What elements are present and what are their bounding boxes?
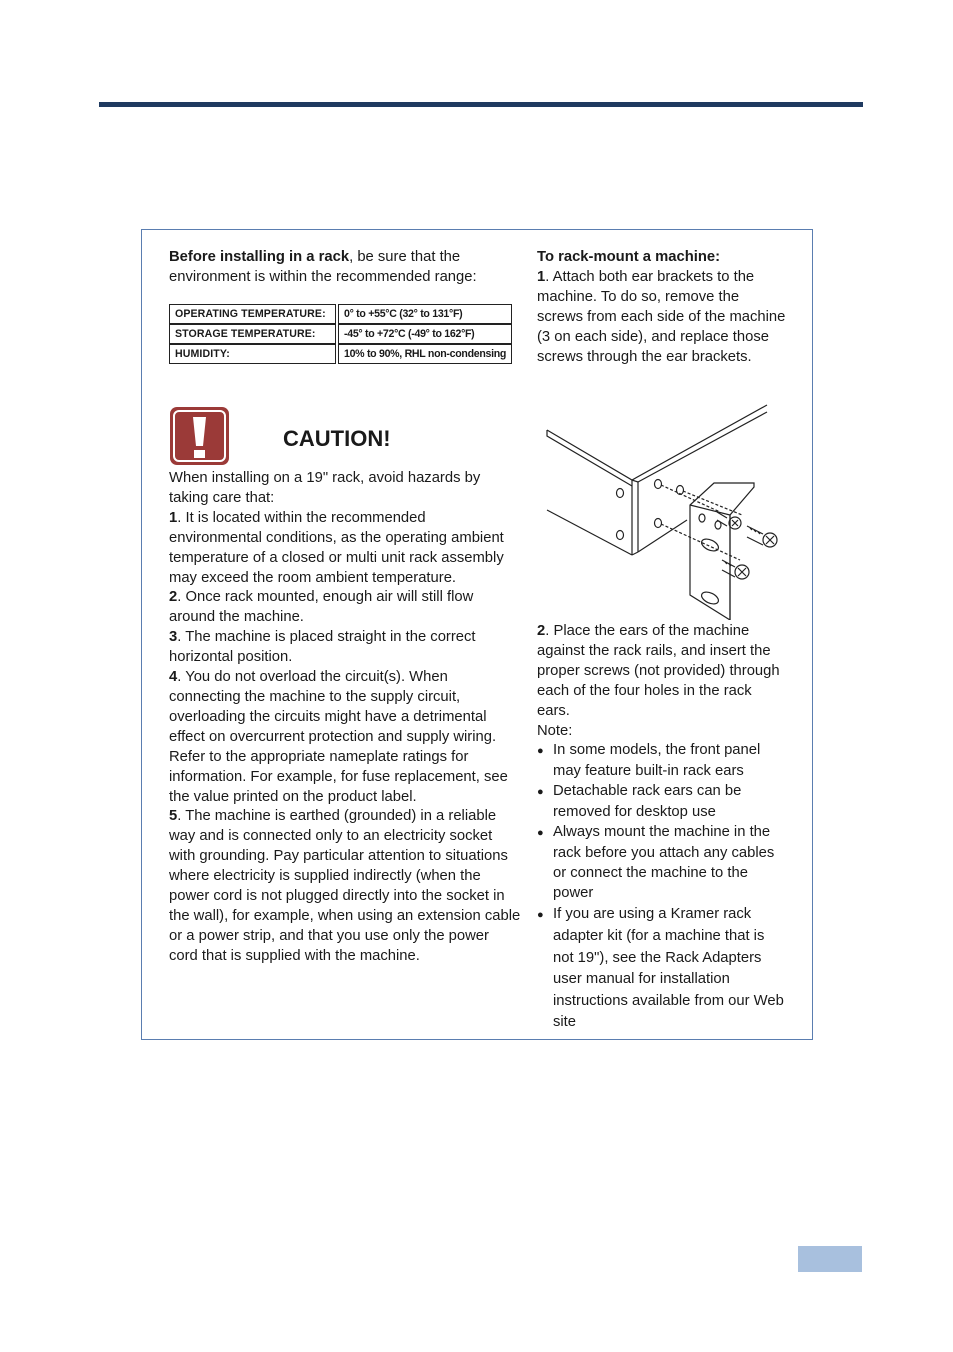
list-item: 4. You do not overload the circuit(s). When connecting the machine to the supply circuit, overloading the circuits might have a detrimental effect on overcurrent protection and supply wiring. Refer to the appropriate nameplate ratings for information. For example, for fuse replacement, see the value printed on the product label. <box>169 669 508 805</box>
list-item: 5. The machine is earthed (grounded) in a reliable way and is connected only to an electricity socket with grounding. Pay particular attention to situations where electricity is supplied indirectly (when the power cord is not plugged directly into the socket in the wall), for example, when using an extension cable or a power strip, and that you use only the power cord that is supplied with the machine. <box>169 808 521 964</box>
caution-body <box>169 469 521 967</box>
environment-table <box>169 304 512 364</box>
caution-icon <box>169 406 230 466</box>
table-value: 0° to +55°C (32° to 131°F) <box>338 304 512 324</box>
list-item: ● In some models, the front panel may feature built-in rack ears <box>537 742 761 780</box>
rack-ear-bracket-diagram-icon <box>542 400 792 620</box>
intro-bold: Before installing in a rack <box>169 249 350 265</box>
right-column-lower <box>537 622 787 1034</box>
list-item: 2. Once rack mounted, enough air will still flow around the machine. <box>169 589 474 626</box>
section-heading: To rack-mount a machine: <box>537 249 721 265</box>
list-item: 3. The machine is placed straight in the correct horizontal position. <box>169 629 476 666</box>
page-number-tab <box>798 1246 862 1272</box>
rack-installation-panel <box>141 229 813 1040</box>
table-label: HUMIDITY: <box>169 344 336 364</box>
left-column <box>169 248 521 288</box>
caution-title: CAUTION! <box>283 426 391 451</box>
list-item: ● If you are using a Kramer rack adapter kit (for a machine that is not 19"), see the Rack Adapters user manual for installation instructions available from our Web site <box>537 905 784 1031</box>
table-label: STORAGE TEMPERATURE: <box>169 324 336 344</box>
caution-intro: When installing on a 19" rack, avoid hazards by taking care that: <box>169 470 481 506</box>
step-1: 1. Attach both ear brackets to the machine. To do so, remove the screws from each side of the machine (3 on each side), and replace those screws through the ear brackets. <box>537 268 786 365</box>
list-item: 1. It is located within the recommended environmental conditions, as the operating ambient temperature of a closed or multi unit rack assembly may exceed the room ambient temperature. <box>169 509 504 586</box>
list-item: ● Detachable rack ears can be removed for desktop use <box>537 783 742 821</box>
list-item: ● Always mount the machine in the rack before you attach any cables or connect the machine to the power <box>537 824 775 901</box>
step-2: 2. Place the ears of the machine against the rack rails, and insert the proper screws (not provided) through each of the four holes in the rack ears. <box>537 623 780 719</box>
table-row <box>169 324 512 344</box>
intro-paragraph <box>169 248 521 288</box>
table-value: -45° to +72°C (-49° to 162°F) <box>338 324 512 344</box>
intro-rest: , be sure that the environment is within the recommended range: <box>169 249 477 285</box>
table-label: OPERATING TEMPERATURE: <box>169 304 336 324</box>
table-value: 10% to 90%, RHL non-condensing <box>338 344 512 364</box>
table-row <box>169 344 512 364</box>
note-label: Note: <box>537 722 573 739</box>
table-row <box>169 304 512 324</box>
right-column <box>537 248 787 367</box>
header-rule <box>99 102 863 107</box>
